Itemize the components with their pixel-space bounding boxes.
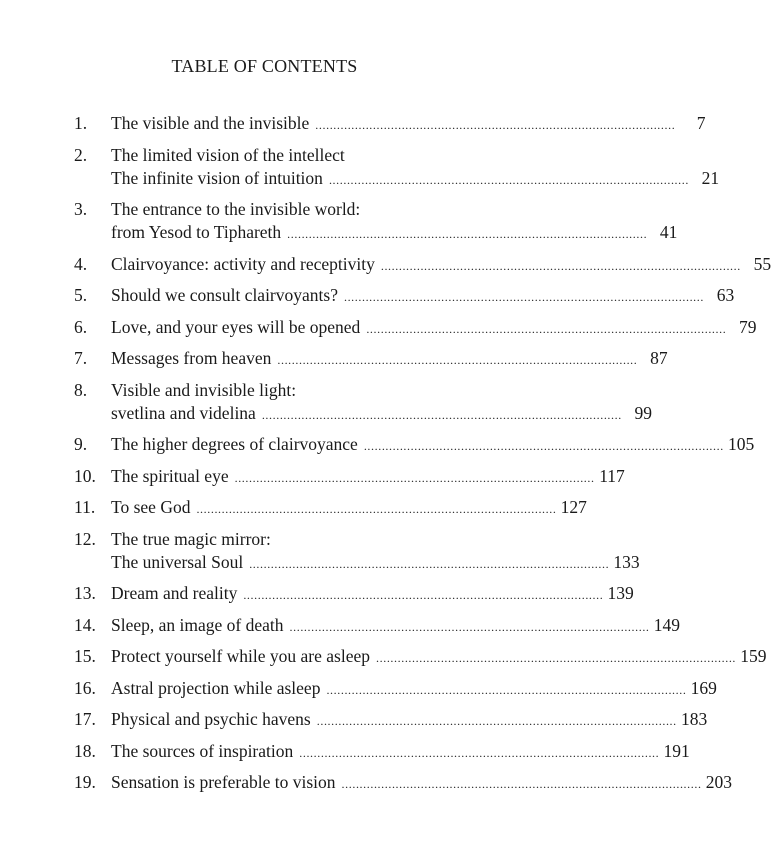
entry-page-number: 41 [659,222,678,242]
page-title: TABLE OF CONTENTS [171,56,358,76]
entry-final-line [111,347,668,372]
entry-final-line [111,402,652,427]
entry-title-line: The higher degrees of clairvoyance [111,434,358,454]
entry-page-number: 127 [560,497,587,517]
entry-page-number: 7 [696,113,706,133]
entry-title-line: The visible and the invisible [111,113,310,133]
entry-page-number: 149 [653,614,680,635]
entry-body [111,708,707,733]
table-of-contents [74,112,771,803]
entry-final-line [111,112,706,137]
toc-entry [74,465,625,490]
entry-title-line: svetlina and videlina [111,402,256,423]
entry-body [111,379,652,427]
entry-page-number: 133 [613,551,640,572]
entry-number: 13. [74,583,96,603]
entry-number: 9. [74,434,88,454]
toc-entry [74,112,706,137]
entry-body [111,316,757,341]
entry-page-number: 105 [728,434,755,454]
entry-title-line: Messages from heaven [111,348,272,368]
entry-title-line: Sleep, an image of death [111,614,284,635]
toc-entry [74,677,717,702]
entry-final-line [111,645,766,670]
toc-entry [74,614,680,639]
toc-entry [74,433,755,458]
entry-body [111,645,766,670]
toc-entry [74,347,668,372]
entry-final-line [111,433,754,458]
entry-title-line: The entrance to the invisible world: [111,199,361,219]
entry-final-line [111,496,587,521]
entry-body [111,740,690,765]
toc-entry [74,284,735,309]
entry-body [111,465,625,490]
entry-number: 12. [74,528,96,549]
dot-leader [287,221,645,246]
entry-title-line: The infinite vision of intuition [111,167,323,188]
entry-body [111,496,587,521]
entry-page-number: 139 [607,583,634,603]
dot-leader [315,112,673,137]
entry-title-line: Sensation is preferable to vision [111,772,336,792]
entry-body [111,284,734,309]
dot-leader [277,347,635,372]
entry-body [111,433,754,458]
toc-entry [74,379,653,427]
entry-page-number: 79 [739,316,757,337]
toc-entry [74,316,757,341]
entry-page-number: 183 [680,709,708,729]
entry-page-number: 55 [753,253,771,274]
dot-leader [376,645,734,670]
entry-body [111,144,719,192]
entry-final-line [111,740,690,765]
entry-title-line: The spiritual eye [111,465,229,486]
dot-leader [381,253,739,278]
dot-leader [326,677,684,702]
entry-title-line: Should we consult clairvoyants? [111,285,338,305]
dot-leader [290,614,648,639]
entry-title-line: Dream and reality [111,583,238,603]
dot-leader [196,496,554,521]
toc-entry [74,740,690,765]
entry-body [111,582,634,607]
entry-page-number: 117 [599,465,625,486]
toc-entry [74,645,767,670]
entry-body [111,771,732,796]
entry-title-line: The sources of inspiration [111,740,294,761]
entry-number: 14. [74,614,96,635]
entry-number: 7. [74,348,88,368]
entry-page-number: 203 [705,772,732,792]
dot-leader [364,433,722,458]
entry-final-line [111,614,680,639]
entry-number: 8. [74,379,88,400]
entry-body [111,253,771,278]
dot-leader [366,316,724,341]
entry-page-number: 99 [634,402,653,423]
entry-page-number: 21 [701,167,720,188]
entry-final-line [111,708,707,733]
entry-number: 11. [74,497,96,517]
entry-title-line: To see God [111,497,191,517]
dot-leader [249,551,607,576]
entry-title-line: The true magic mirror: [111,528,271,549]
entry-final-line [111,771,732,796]
entry-number: 4. [74,253,88,274]
entry-number: 18. [74,740,96,761]
entry-final-line [111,253,771,278]
entry-title-line: from Yesod to Tiphareth [111,222,282,242]
entry-final-line [111,284,734,309]
toc-entry [74,708,708,733]
entry-title-line: Love, and your eyes will be opened [111,316,361,337]
entry-number: 5. [74,285,88,305]
dot-leader [317,708,675,733]
toc-entry [74,253,771,278]
entry-number: 17. [74,709,96,729]
entry-number: 3. [74,199,88,219]
entry-number: 15. [74,646,96,666]
dot-leader [243,582,601,607]
entry-final-line [111,582,634,607]
entry-number: 6. [74,316,88,337]
entry-page-number: 63 [716,285,735,305]
toc-entry [74,496,587,521]
dot-leader [299,740,657,765]
entry-body [111,677,717,702]
entry-page-number: 169 [690,677,717,698]
entry-page-number: 191 [663,740,690,761]
entry-body [111,112,706,137]
entry-final-line [111,677,717,702]
entry-final-line [111,221,677,246]
toc-entry [74,771,732,796]
dot-leader [235,465,593,490]
entry-number: 2. [74,144,88,165]
entry-page-number: 87 [650,348,668,368]
dot-leader [342,771,700,796]
entry-title-line: Protect yourself while you are asleep [111,646,371,666]
entry-number: 1. [74,113,88,133]
entry-body [111,347,668,372]
toc-entry [74,198,678,246]
toc-entry [74,582,634,607]
dot-leader [329,167,687,192]
entry-title-line: Visible and invisible light: [111,379,297,400]
entry-title-line: Clairvoyance: activity and receptivity [111,253,375,274]
entry-final-line [111,316,757,341]
entry-body [111,614,680,639]
entry-body [111,198,677,246]
entry-body [111,528,640,576]
entry-number: 19. [74,772,96,792]
entry-number: 10. [74,465,96,486]
dot-leader [344,284,702,309]
toc-entry [74,144,720,192]
entry-title-line: Physical and psychic havens [111,709,311,729]
entry-title-line: The universal Soul [111,551,244,572]
entry-title-line: The limited vision of the intellect [111,144,345,165]
entry-final-line [111,551,640,576]
toc-entry [74,528,640,576]
entry-final-line [111,167,719,192]
entry-page-number: 159 [740,646,767,666]
dot-leader [262,402,620,427]
entry-number: 16. [74,677,96,698]
entry-title-line: Astral projection while asleep [111,677,321,698]
entry-final-line [111,465,625,490]
